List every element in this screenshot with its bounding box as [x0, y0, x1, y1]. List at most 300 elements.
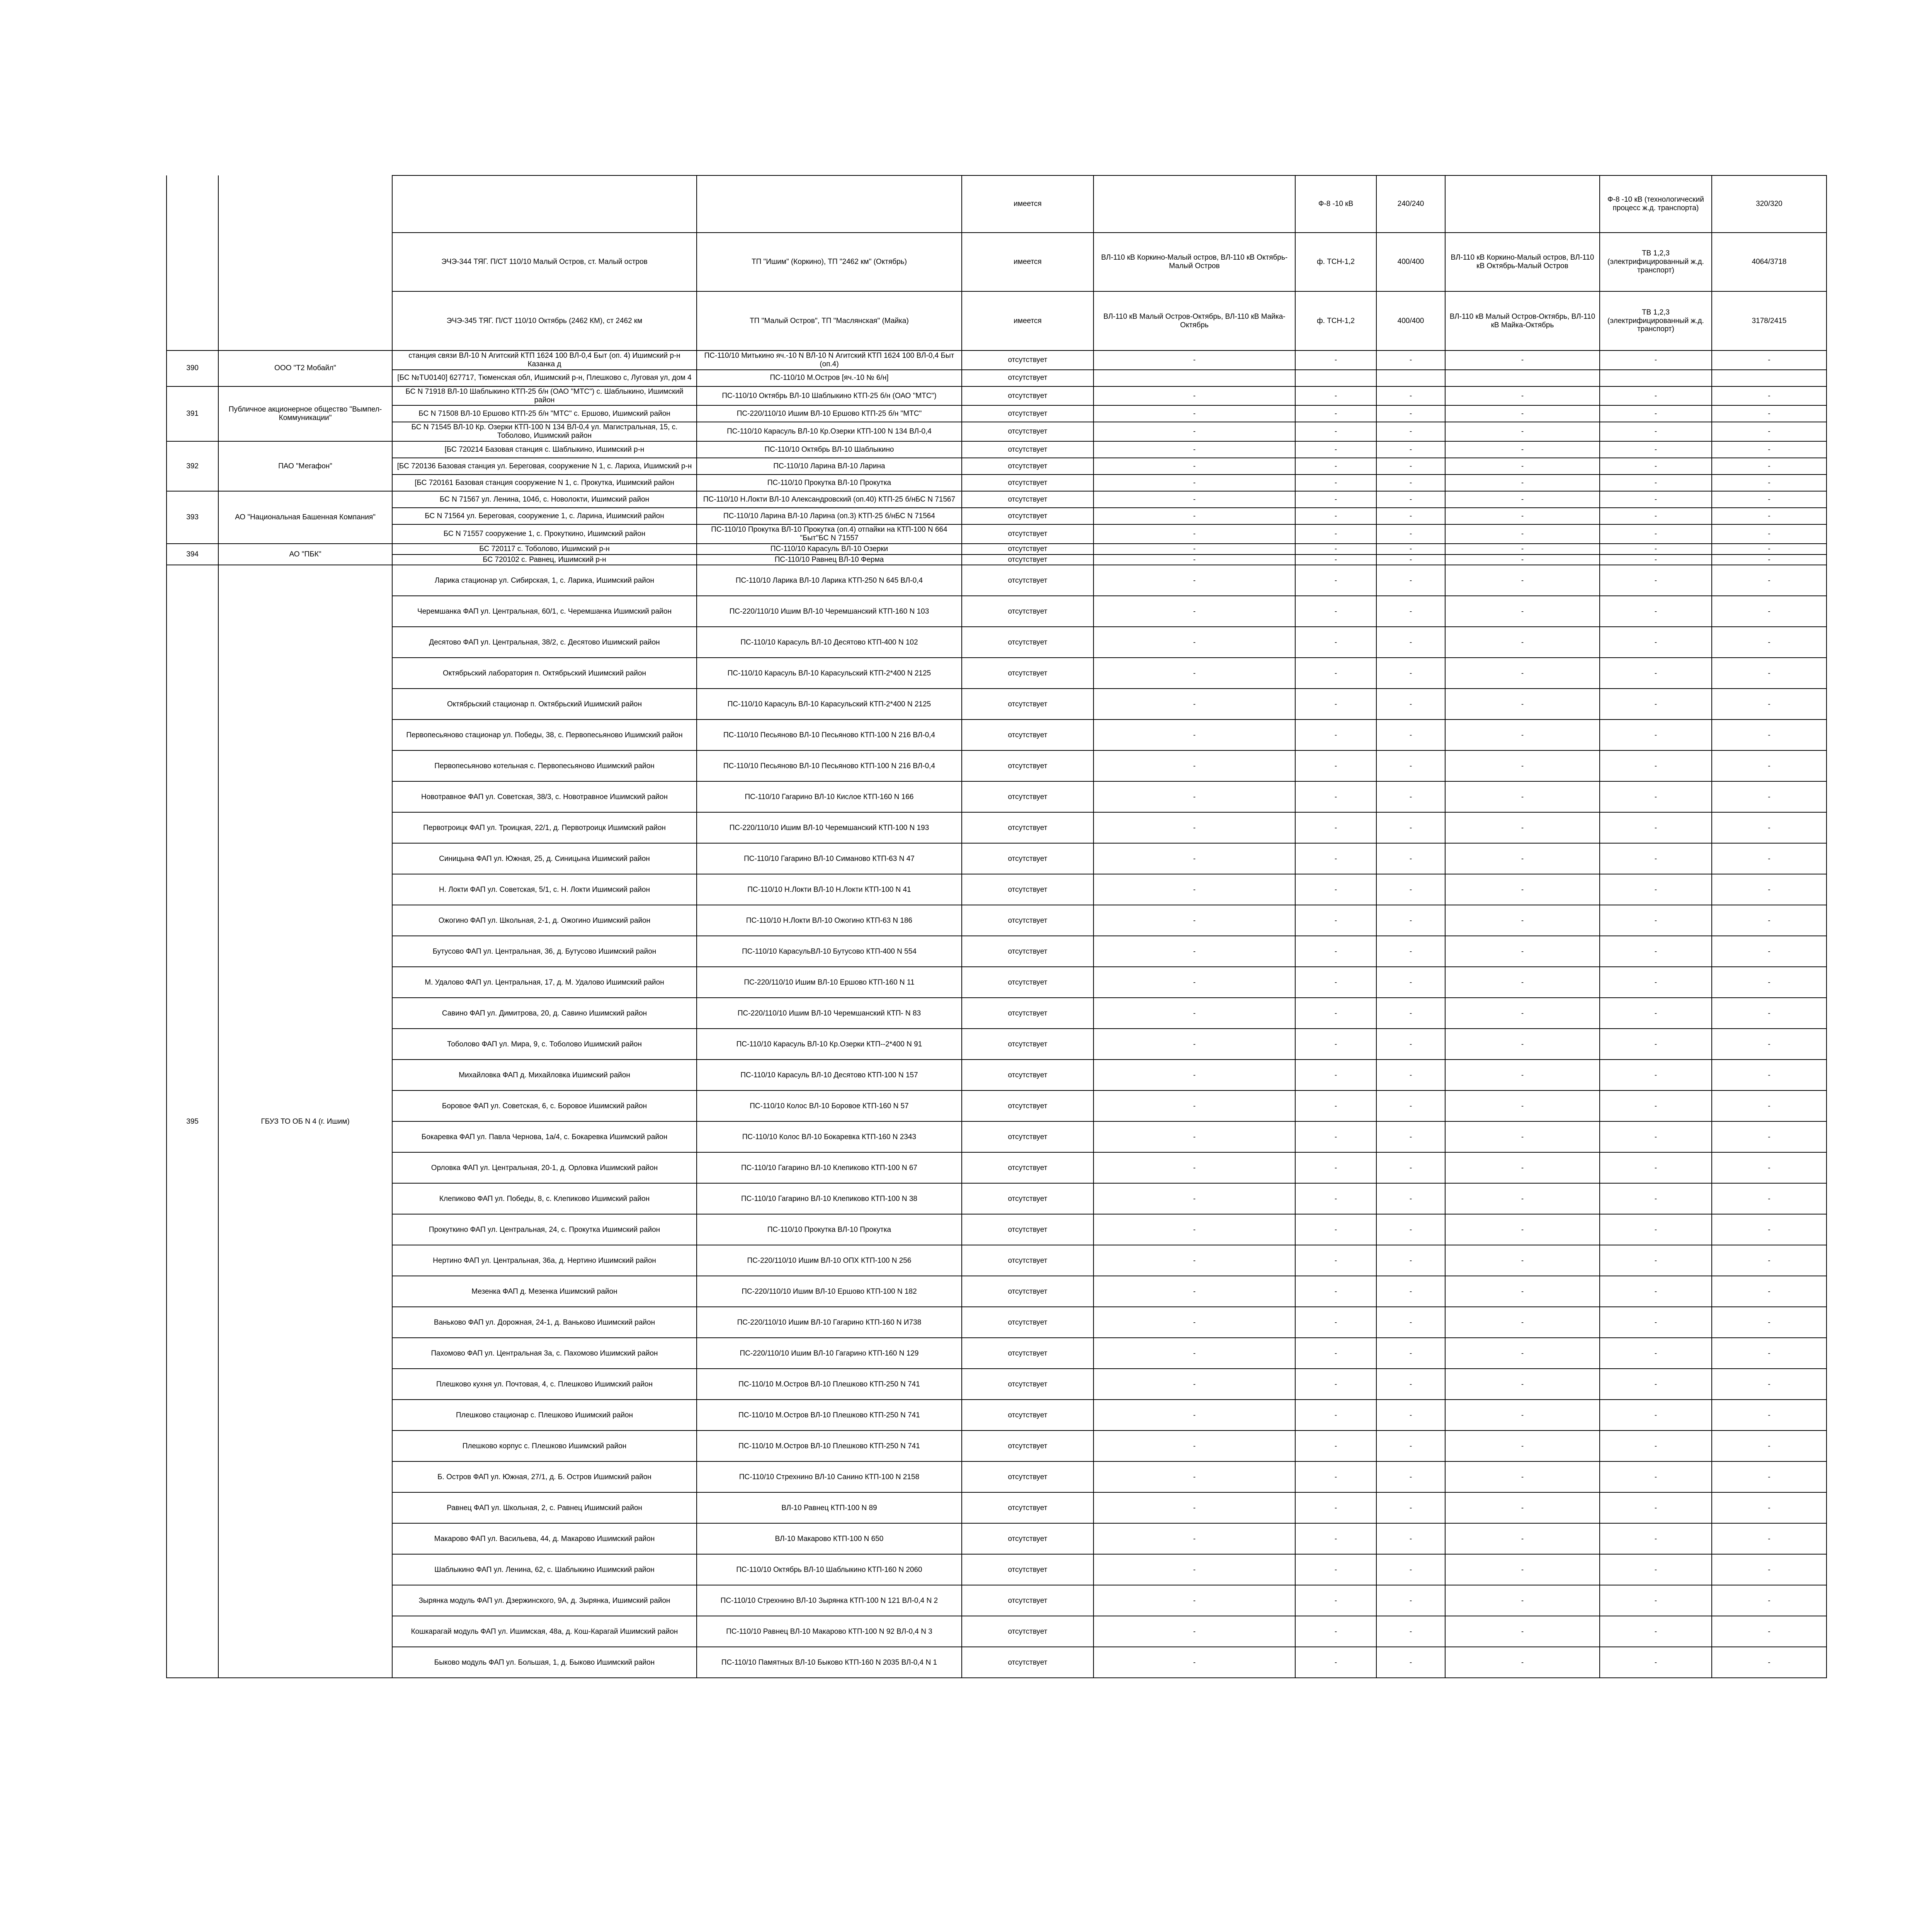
number-cell: 390 [167, 350, 218, 386]
object-cell: Боровое ФАП ул. Советская, 6, с. Боровое Ишимский район [392, 1090, 697, 1121]
number-cell [167, 175, 218, 233]
reserve-capacity-cell: - [1712, 1431, 1827, 1461]
object-cell: БС N 71564 ул. Береговая, сооружение 1, с. Ларина, Ишимский район [392, 508, 697, 524]
source-cell: ПС-110/10 Равнец ВЛ-10 Макарово КТП-100 N 92 ВЛ-0,4 N 3 [697, 1616, 962, 1647]
source-cell: ПС-110/10 Гагарино ВЛ-10 Симаново КТП-63 N 47 [697, 843, 962, 874]
reserve-capacity-cell: - [1712, 843, 1827, 874]
table-row [167, 1616, 1827, 1647]
object-cell: Плешково кухня ул. Почтовая, 4, с. Плешково Ишимский район [392, 1369, 697, 1400]
capacity-cell: - [1376, 441, 1445, 458]
reserve-capacity-cell: - [1712, 1369, 1827, 1400]
table-row [167, 1647, 1827, 1678]
capacity-cell: 400/400 [1376, 291, 1445, 350]
feeder-cell: - [1295, 658, 1376, 689]
table-row [167, 1152, 1827, 1183]
feeder-cell: - [1295, 1554, 1376, 1585]
capacity-cell: - [1376, 422, 1445, 441]
table-row [167, 1461, 1827, 1492]
reserve-line-cell: ВЛ-110 кВ Коркино-Малый остров, ВЛ-110 кВ Октябрь-Малый Остров [1445, 233, 1600, 291]
table-row [167, 1338, 1827, 1369]
reserve-capacity-cell: - [1712, 812, 1827, 843]
reserve-line-cell: - [1445, 812, 1600, 843]
object-cell [392, 175, 697, 233]
feeder-cell: - [1295, 441, 1376, 458]
table-row [167, 967, 1827, 998]
line-cell: - [1094, 350, 1295, 370]
capacity-cell: - [1376, 1307, 1445, 1338]
reserve-feeder-cell: - [1600, 1647, 1712, 1678]
reserve-feeder-cell: - [1600, 1307, 1712, 1338]
feeder-cell: - [1295, 1523, 1376, 1554]
status-cell: отсутствует [962, 1090, 1094, 1121]
reserve-capacity-cell: - [1712, 1090, 1827, 1121]
status-cell: отсутствует [962, 1616, 1094, 1647]
reserve-line-cell: - [1445, 405, 1600, 422]
reserve-feeder-cell: - [1600, 1585, 1712, 1616]
line-cell: - [1094, 1307, 1295, 1338]
line-cell: - [1094, 1338, 1295, 1369]
reserve-capacity-cell: - [1712, 596, 1827, 627]
status-cell: отсутствует [962, 1400, 1094, 1431]
reserve-line-cell: - [1445, 627, 1600, 658]
table-row [167, 1183, 1827, 1214]
reserve-line-cell: - [1445, 544, 1600, 555]
status-cell: отсутствует [962, 441, 1094, 458]
source-cell: ПС-110/10 Карасуль ВЛ-10 Десятово КТП-100 N 157 [697, 1060, 962, 1090]
reserve-capacity-cell: 4064/3718 [1712, 233, 1827, 291]
reserve-feeder-cell: - [1600, 1183, 1712, 1214]
feeder-cell: - [1295, 1060, 1376, 1090]
reserve-feeder-cell: - [1600, 658, 1712, 689]
table-row [167, 627, 1827, 658]
line-cell: - [1094, 1461, 1295, 1492]
reserve-feeder-cell: Ф-8 -10 кВ (технологический процесс ж.д. транспорта) [1600, 175, 1712, 233]
source-cell: ПС-110/10 Песьяново ВЛ-10 Песьяново КТП-100 N 216 ВЛ-0,4 [697, 750, 962, 781]
line-cell: - [1094, 565, 1295, 596]
object-cell: БС 720117 с. Тоболово, Ишимский р-н [392, 544, 697, 555]
status-cell: отсутствует [962, 1214, 1094, 1245]
capacity-cell: - [1376, 1369, 1445, 1400]
object-cell: Первопесьяново стационар ул. Победы, 38, с. Первопесьяново Ишимский район [392, 720, 697, 750]
line-cell: - [1094, 1090, 1295, 1121]
feeder-cell: - [1295, 1152, 1376, 1183]
reserve-capacity-cell: - [1712, 555, 1827, 565]
status-cell: отсутствует [962, 458, 1094, 475]
table-row [167, 750, 1827, 781]
reserve-line-cell: - [1445, 998, 1600, 1029]
feeder-cell: - [1295, 405, 1376, 422]
reserve-capacity-cell [1712, 370, 1827, 386]
line-cell: - [1094, 555, 1295, 565]
line-cell: - [1094, 475, 1295, 491]
table-row [167, 405, 1827, 422]
reserve-capacity-cell: - [1712, 750, 1827, 781]
feeder-cell: - [1295, 386, 1376, 406]
data-table [166, 175, 1827, 1678]
object-cell: Мезенка ФАП д. Мезенка Ишимский район [392, 1276, 697, 1307]
reserve-line-cell: ВЛ-110 кВ Малый Остров-Октябрь, ВЛ-110 кВ Майка-Октябрь [1445, 291, 1600, 350]
reserve-line-cell: - [1445, 1585, 1600, 1616]
reserve-feeder-cell: - [1600, 967, 1712, 998]
reserve-line-cell: - [1445, 658, 1600, 689]
line-cell: - [1094, 658, 1295, 689]
reserve-feeder-cell: - [1600, 386, 1712, 406]
organization-cell: АО "Национальная Башенная Компания" [218, 491, 392, 544]
object-cell: Прокуткино ФАП ул. Центральная, 24, с. Прокутка Ишимский район [392, 1214, 697, 1245]
capacity-cell: - [1376, 1647, 1445, 1678]
reserve-capacity-cell: - [1712, 1461, 1827, 1492]
table-body [167, 175, 1827, 1678]
reserve-line-cell [1445, 175, 1600, 233]
source-cell: ПС-110/10 Н.Локти ВЛ-10 Н.Локти КТП-100 N 41 [697, 874, 962, 905]
table-row [167, 491, 1827, 508]
capacity-cell: - [1376, 843, 1445, 874]
reserve-feeder-cell: - [1600, 405, 1712, 422]
capacity-cell: - [1376, 1276, 1445, 1307]
source-cell: ПС-110/10 Прокутка ВЛ-10 Прокутка (оп.4) отпайки на КТП-100 N 664 "Быт"БС N 71557 [697, 524, 962, 544]
feeder-cell: - [1295, 422, 1376, 441]
line-cell: - [1094, 1276, 1295, 1307]
capacity-cell: - [1376, 1245, 1445, 1276]
reserve-line-cell: - [1445, 555, 1600, 565]
status-cell: отсутствует [962, 1461, 1094, 1492]
capacity-cell: - [1376, 689, 1445, 720]
object-cell: Десятово ФАП ул. Центральная, 38/2, с. Десятово Ишимский район [392, 627, 697, 658]
reserve-line-cell [1445, 370, 1600, 386]
line-cell: - [1094, 1431, 1295, 1461]
reserve-line-cell: - [1445, 1245, 1600, 1276]
reserve-capacity-cell: - [1712, 422, 1827, 441]
reserve-feeder-cell: - [1600, 627, 1712, 658]
feeder-cell: - [1295, 1183, 1376, 1214]
status-cell: отсутствует [962, 658, 1094, 689]
source-cell: ПС-110/10 Колос ВЛ-10 Бокаревка КТП-160 N 2343 [697, 1121, 962, 1152]
table-row [167, 291, 1827, 350]
object-cell: БС N 71557 сооружение 1, с. Прокуткино, Ишимский район [392, 524, 697, 544]
reserve-line-cell: - [1445, 1183, 1600, 1214]
reserve-line-cell: - [1445, 1554, 1600, 1585]
reserve-line-cell: - [1445, 491, 1600, 508]
reserve-feeder-cell: - [1600, 936, 1712, 967]
status-cell: отсутствует [962, 1554, 1094, 1585]
table-row [167, 555, 1827, 565]
source-cell: ПС-110/10 Прокутка ВЛ-10 Прокутка [697, 475, 962, 491]
reserve-line-cell: - [1445, 350, 1600, 370]
reserve-line-cell: - [1445, 936, 1600, 967]
line-cell: - [1094, 422, 1295, 441]
source-cell: ПС-110/10 Равнец ВЛ-10 Ферма [697, 555, 962, 565]
object-cell: Равнец ФАП ул. Школьная, 2, с. Равнец Ишимский район [392, 1492, 697, 1523]
object-cell: Михайловка ФАП д. Михайловка Ишимский район [392, 1060, 697, 1090]
table-row [167, 812, 1827, 843]
table-row [167, 905, 1827, 936]
source-cell: ПС-220/110/10 Ишим ВЛ-10 Ершово КТП-160 N 11 [697, 967, 962, 998]
feeder-cell: - [1295, 458, 1376, 475]
object-cell: Ларика стационар ул. Сибирская, 1, с. Ларика, Ишимский район [392, 565, 697, 596]
organization-cell: ПАО "Мегафон" [218, 441, 392, 491]
source-cell: ПС-110/10 М.Остров ВЛ-10 Плешково КТП-250 N 741 [697, 1400, 962, 1431]
source-cell: ПС-220/110/10 Ишим ВЛ-10 Ершово КТП-25 б/н "МТС" [697, 405, 962, 422]
table-row [167, 998, 1827, 1029]
feeder-cell: - [1295, 524, 1376, 544]
reserve-capacity-cell: - [1712, 458, 1827, 475]
reserve-capacity-cell: - [1712, 1152, 1827, 1183]
reserve-capacity-cell: - [1712, 1492, 1827, 1523]
reserve-capacity-cell: - [1712, 1616, 1827, 1647]
line-cell: - [1094, 405, 1295, 422]
line-cell: - [1094, 905, 1295, 936]
source-cell: ПС-220/110/10 Ишим ВЛ-10 Черемшанский КТП-100 N 193 [697, 812, 962, 843]
table-row [167, 422, 1827, 441]
status-cell: отсутствует [962, 1029, 1094, 1060]
status-cell: отсутствует [962, 967, 1094, 998]
capacity-cell [1376, 370, 1445, 386]
capacity-cell: - [1376, 524, 1445, 544]
line-cell: - [1094, 1214, 1295, 1245]
object-cell: Ожогино ФАП ул. Школьная, 2-1, д. Ожогино Ишимский район [392, 905, 697, 936]
reserve-line-cell: - [1445, 905, 1600, 936]
feeder-cell: - [1295, 905, 1376, 936]
capacity-cell: - [1376, 1554, 1445, 1585]
status-cell: отсутствует [962, 1585, 1094, 1616]
status-cell: отсутствует [962, 905, 1094, 936]
line-cell: - [1094, 458, 1295, 475]
object-cell: Савино ФАП ул. Димитрова, 20, д. Савино Ишимский район [392, 998, 697, 1029]
reserve-line-cell: - [1445, 1616, 1600, 1647]
reserve-line-cell: - [1445, 1090, 1600, 1121]
source-cell: ПС-110/10 Гагарино ВЛ-10 Клепиково КТП-100 N 67 [697, 1152, 962, 1183]
feeder-cell: - [1295, 1307, 1376, 1338]
organization-cell: ООО "Т2 Мобайл" [218, 350, 392, 386]
line-cell: - [1094, 386, 1295, 406]
table-row [167, 689, 1827, 720]
reserve-capacity-cell: - [1712, 565, 1827, 596]
organization-cell [218, 233, 392, 291]
source-cell: ПС-110/10 Митькино яч.-10 N ВЛ-10 N Агитский КТП 1624 100 ВЛ-0,4 Быт (оп.4) [697, 350, 962, 370]
reserve-capacity-cell: - [1712, 405, 1827, 422]
source-cell: ПС-110/10 Октябрь ВЛ-10 Шаблыкино [697, 441, 962, 458]
reserve-line-cell: - [1445, 422, 1600, 441]
organization-cell: Публичное акционерное общество "Вымпел-Коммуникации" [218, 386, 392, 441]
status-cell: отсутствует [962, 596, 1094, 627]
status-cell: отсутствует [962, 1183, 1094, 1214]
object-cell: [БС №TU0140] 627717, Тюменская обл, Ишимский р-н, Плешково с, Луговая ул, дом 4 [392, 370, 697, 386]
capacity-cell: - [1376, 350, 1445, 370]
feeder-cell: - [1295, 555, 1376, 565]
source-cell: ПС-110/10 Карасуль ВЛ-10 Карасульский КТП-2*400 N 2125 [697, 658, 962, 689]
line-cell: - [1094, 1060, 1295, 1090]
line-cell: - [1094, 874, 1295, 905]
source-cell: ПС-220/110/10 Ишим ВЛ-10 Гагарино КТП-160 N И738 [697, 1307, 962, 1338]
status-cell: отсутствует [962, 508, 1094, 524]
capacity-cell: - [1376, 1338, 1445, 1369]
source-cell: ПС-110/10 М.Остров ВЛ-10 Плешково КТП-250 N 741 [697, 1431, 962, 1461]
reserve-feeder-cell: - [1600, 1152, 1712, 1183]
reserve-feeder-cell: - [1600, 1369, 1712, 1400]
reserve-capacity-cell: - [1712, 1647, 1827, 1678]
object-cell: БС 720102 с. Равнец, Ишимский р-н [392, 555, 697, 565]
capacity-cell: - [1376, 596, 1445, 627]
reserve-feeder-cell: - [1600, 812, 1712, 843]
feeder-cell: ф. ТСН-1,2 [1295, 291, 1376, 350]
reserve-capacity-cell: - [1712, 689, 1827, 720]
capacity-cell: 240/240 [1376, 175, 1445, 233]
object-cell: Кошкарагай модуль ФАП ул. Ишимская, 48а, д. Кош-Карагай Ишимский район [392, 1616, 697, 1647]
source-cell: ПС-110/10 Гагарино ВЛ-10 Кислое КТП-160 N 166 [697, 781, 962, 812]
source-cell: ПС-110/10 Стрехнино ВЛ-10 Зырянка КТП-100 N 121 ВЛ-0,4 N 2 [697, 1585, 962, 1616]
reserve-line-cell: - [1445, 1431, 1600, 1461]
reserve-feeder-cell: - [1600, 843, 1712, 874]
reserve-line-cell: - [1445, 441, 1600, 458]
reserve-feeder-cell: - [1600, 1431, 1712, 1461]
capacity-cell: - [1376, 905, 1445, 936]
source-cell: ПС-110/10 Памятных ВЛ-10 Быково КТП-160 N 2035 ВЛ-0,4 N 1 [697, 1647, 962, 1678]
reserve-line-cell: - [1445, 386, 1600, 406]
source-cell: ПС-220/110/10 Ишим ВЛ-10 Ершово КТП-100 N 182 [697, 1276, 962, 1307]
feeder-cell: - [1295, 627, 1376, 658]
table-row [167, 1369, 1827, 1400]
reserve-line-cell: - [1445, 720, 1600, 750]
feeder-cell: - [1295, 1647, 1376, 1678]
reserve-line-cell: - [1445, 750, 1600, 781]
reserve-capacity-cell: - [1712, 1276, 1827, 1307]
table-row [167, 1121, 1827, 1152]
status-cell: отсутствует [962, 1369, 1094, 1400]
feeder-cell: - [1295, 874, 1376, 905]
table-row [167, 720, 1827, 750]
capacity-cell: - [1376, 812, 1445, 843]
feeder-cell: - [1295, 967, 1376, 998]
source-cell: ПС-220/110/10 Ишим ВЛ-10 Черемшанский КТП- N 83 [697, 998, 962, 1029]
reserve-feeder-cell: - [1600, 596, 1712, 627]
line-cell: - [1094, 967, 1295, 998]
reserve-feeder-cell: - [1600, 508, 1712, 524]
table-row [167, 1523, 1827, 1554]
capacity-cell: - [1376, 458, 1445, 475]
table-row [167, 1554, 1827, 1585]
feeder-cell: - [1295, 936, 1376, 967]
line-cell: - [1094, 1616, 1295, 1647]
table-row [167, 596, 1827, 627]
feeder-cell: - [1295, 1029, 1376, 1060]
capacity-cell: - [1376, 565, 1445, 596]
status-cell: отсутствует [962, 812, 1094, 843]
feeder-cell: - [1295, 1492, 1376, 1523]
source-cell: ПС-110/10 Карасуль ВЛ-10 Кр.Озерки КТП--2*400 N 91 [697, 1029, 962, 1060]
reserve-capacity-cell: 3178/2415 [1712, 291, 1827, 350]
status-cell: отсутствует [962, 1152, 1094, 1183]
reserve-line-cell: - [1445, 874, 1600, 905]
status-cell: имеется [962, 233, 1094, 291]
line-cell: - [1094, 936, 1295, 967]
number-cell: 394 [167, 544, 218, 565]
feeder-cell: - [1295, 1616, 1376, 1647]
table-row [167, 1276, 1827, 1307]
source-cell: ПС-110/10 Карасуль ВЛ-10 Кр.Озерки КТП-100 N 134 ВЛ-0,4 [697, 422, 962, 441]
source-cell: ТП "Малый Остров", ТП "Маслянская" (Майка) [697, 291, 962, 350]
reserve-feeder-cell: - [1600, 781, 1712, 812]
capacity-cell: - [1376, 555, 1445, 565]
reserve-feeder-cell: - [1600, 1554, 1712, 1585]
number-cell: 391 [167, 386, 218, 441]
reserve-feeder-cell: - [1600, 475, 1712, 491]
table-row [167, 175, 1827, 233]
source-cell: ПС-110/10 М.Остров [яч.-10 № 6/н] [697, 370, 962, 386]
reserve-feeder-cell: - [1600, 544, 1712, 555]
table-row [167, 1431, 1827, 1461]
table-row [167, 1090, 1827, 1121]
status-cell: отсутствует [962, 874, 1094, 905]
capacity-cell: - [1376, 720, 1445, 750]
feeder-cell: ф. ТСН-1,2 [1295, 233, 1376, 291]
feeder-cell: Ф-8 -10 кВ [1295, 175, 1376, 233]
capacity-cell: - [1376, 1400, 1445, 1431]
reserve-line-cell: - [1445, 1647, 1600, 1678]
source-cell: ПС-220/110/10 Ишим ВЛ-10 Черемшанский КТП-160 N 103 [697, 596, 962, 627]
status-cell: отсутствует [962, 1121, 1094, 1152]
source-cell: ПС-110/10 Ларина ВЛ-10 Ларина [697, 458, 962, 475]
capacity-cell: - [1376, 1029, 1445, 1060]
reserve-feeder-cell: - [1600, 1029, 1712, 1060]
status-cell: отсутствует [962, 1523, 1094, 1554]
reserve-line-cell: - [1445, 524, 1600, 544]
object-cell: БС N 71918 ВЛ-10 Шаблыкино КТП-25 б/н (ОАО "МТС") с. Шаблыкино, Ишимский район [392, 386, 697, 406]
reserve-capacity-cell: - [1712, 1585, 1827, 1616]
object-cell: Синицына ФАП ул. Южная, 25, д. Синицына Ишимский район [392, 843, 697, 874]
capacity-cell: - [1376, 1121, 1445, 1152]
capacity-cell: - [1376, 781, 1445, 812]
reserve-feeder-cell: - [1600, 1461, 1712, 1492]
line-cell: - [1094, 627, 1295, 658]
status-cell: отсутствует [962, 1307, 1094, 1338]
object-cell: Б. Остров ФАП ул. Южная, 27/1, д. Б. Остров Ишимский район [392, 1461, 697, 1492]
line-cell: - [1094, 441, 1295, 458]
reserve-feeder-cell: - [1600, 1523, 1712, 1554]
feeder-cell: - [1295, 750, 1376, 781]
source-cell: ПС-110/10 Карасуль ВЛ-10 Карасульский КТП-2*400 N 2125 [697, 689, 962, 720]
reserve-capacity-cell: - [1712, 1307, 1827, 1338]
capacity-cell: - [1376, 475, 1445, 491]
source-cell: ПС-110/10 Карасуль ВЛ-10 Десятово КТП-400 N 102 [697, 627, 962, 658]
status-cell: отсутствует [962, 475, 1094, 491]
reserve-capacity-cell: - [1712, 936, 1827, 967]
table-row [167, 508, 1827, 524]
source-cell: ПС-110/10 Н.Локти ВЛ-10 Александровский (оп.40) КТП-25 б/нБС N 71567 [697, 491, 962, 508]
status-cell: отсутствует [962, 405, 1094, 422]
source-cell: ПС-110/10 Гагарино ВЛ-10 Клепиково КТП-100 N 38 [697, 1183, 962, 1214]
reserve-feeder-cell: - [1600, 720, 1712, 750]
reserve-capacity-cell: - [1712, 1060, 1827, 1090]
number-cell: 395 [167, 565, 218, 1678]
table-row [167, 458, 1827, 475]
status-cell: отсутствует [962, 386, 1094, 406]
source-cell: ВЛ-10 Макарово КТП-100 N 650 [697, 1523, 962, 1554]
feeder-cell: - [1295, 720, 1376, 750]
feeder-cell: - [1295, 1369, 1376, 1400]
source-cell: ПС-110/10 Ларина ВЛ-10 Ларина (оп.3) КТП-25 б/нБС N 71564 [697, 508, 962, 524]
reserve-feeder-cell: - [1600, 491, 1712, 508]
feeder-cell: - [1295, 596, 1376, 627]
reserve-line-cell: - [1445, 781, 1600, 812]
capacity-cell: - [1376, 405, 1445, 422]
status-cell: отсутствует [962, 350, 1094, 370]
reserve-line-cell: - [1445, 508, 1600, 524]
capacity-cell: - [1376, 1523, 1445, 1554]
source-cell: ПС-110/10 Ларика ВЛ-10 Ларика КТП-250 N 645 ВЛ-0,4 [697, 565, 962, 596]
object-cell: Октябрьский лаборатория п. Октябрьский Ишимский район [392, 658, 697, 689]
reserve-capacity-cell: - [1712, 627, 1827, 658]
line-cell: - [1094, 491, 1295, 508]
